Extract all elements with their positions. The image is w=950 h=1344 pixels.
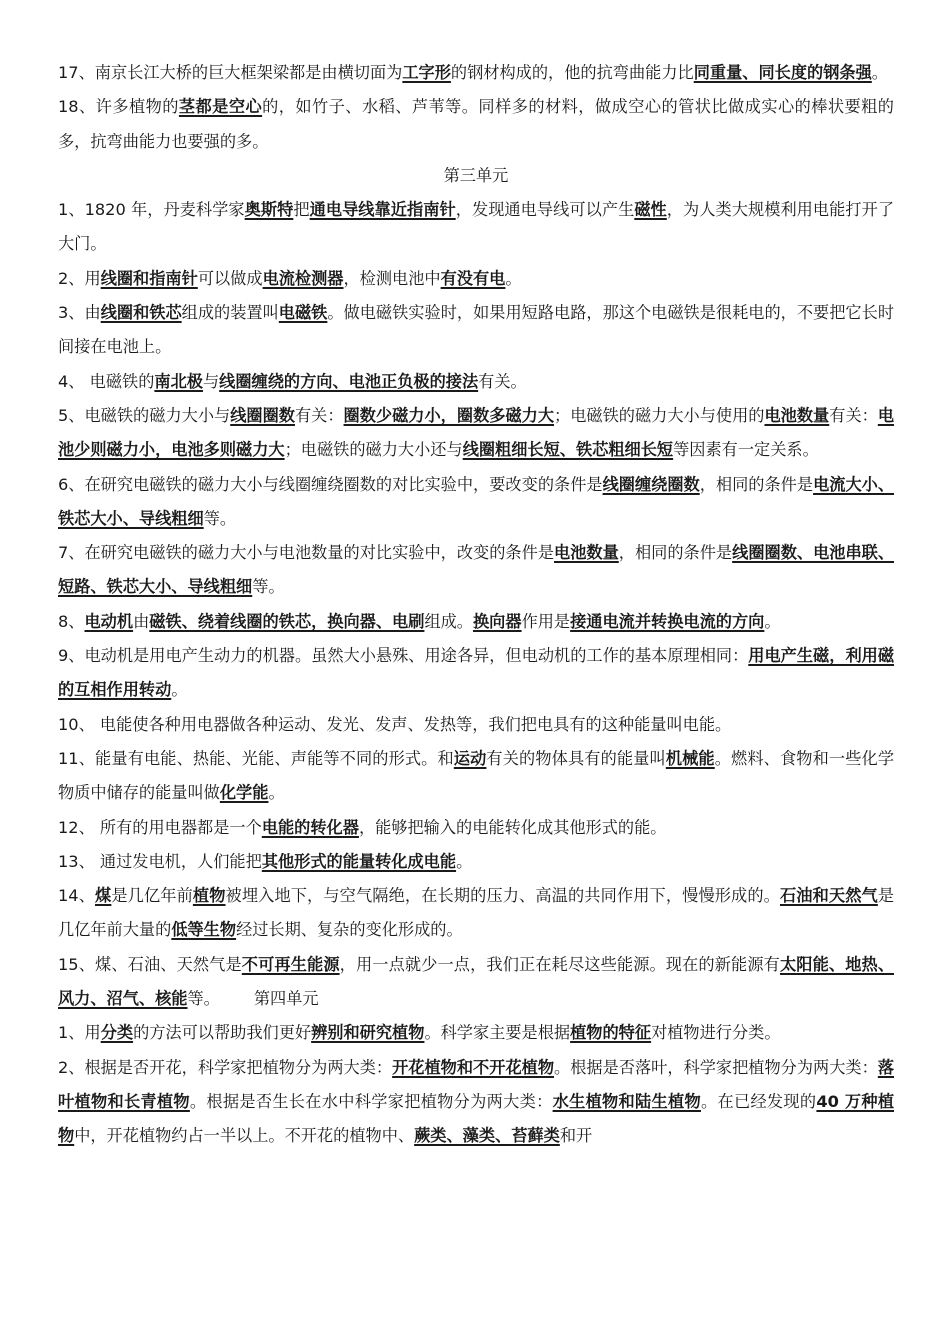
text-run: 1、用 bbox=[58, 1023, 101, 1043]
key-term: 分类 bbox=[100, 1023, 134, 1043]
text-run: 4、 电磁铁的 bbox=[58, 371, 155, 391]
text-run: 有关。 bbox=[478, 371, 527, 391]
key-term: 接通电流并转换电流的方向 bbox=[570, 611, 765, 631]
key-term: 低等生物 bbox=[171, 920, 237, 940]
text-run: 作用是 bbox=[521, 611, 571, 631]
text-run: 1、1820 年，丹麦科学家 bbox=[58, 200, 245, 220]
key-term: 有没有电 bbox=[440, 268, 506, 288]
key-term: 工字形 bbox=[402, 63, 451, 82]
key-term: 不可再生能源 bbox=[241, 954, 340, 974]
key-term: 线圈粗细长短、铁芯粗细长短 bbox=[462, 440, 674, 460]
text-run: 11、能量有电能、热能、光能、声能等不同的形式。和 bbox=[58, 748, 454, 768]
key-term: 煤 bbox=[95, 886, 112, 906]
key-term: 电磁铁 bbox=[278, 303, 328, 323]
paragraph-u3-1 bbox=[58, 193, 894, 262]
text-run: 7、在研究电磁铁的磁力大小与电池数量的对比实验中，改变的条件是 bbox=[58, 543, 555, 563]
key-term: 电池数量 bbox=[554, 543, 619, 563]
text-run: 有关： bbox=[829, 405, 878, 425]
key-term: 电动机 bbox=[84, 611, 134, 631]
key-term: 线圈圈数、电池串联、短路、铁芯大小、导线粗细 bbox=[58, 543, 895, 597]
key-term: 换向器 bbox=[473, 611, 522, 631]
text-run: ，相同的条件是 bbox=[618, 543, 733, 563]
text-run: 2、根据是否开花，科学家把植物分为两大类： bbox=[58, 1057, 393, 1077]
text-run: 组成。 bbox=[424, 611, 473, 631]
text-run: ，发现通电导线可以产生 bbox=[455, 200, 635, 220]
key-term: 通电导线靠近指南针 bbox=[309, 200, 456, 220]
paragraph-u3-12 bbox=[58, 811, 894, 845]
text-run: ，相同的条件是 bbox=[699, 474, 814, 494]
paragraph-u3-9 bbox=[58, 639, 894, 708]
text-run: 。 bbox=[505, 268, 522, 288]
paragraph-u3-4 bbox=[58, 365, 894, 399]
key-term: 电流大小、铁芯大小、导线粗细 bbox=[58, 474, 895, 528]
key-term: 茎都是空心 bbox=[178, 97, 263, 117]
key-term: 植物 bbox=[192, 886, 226, 906]
text-run: 13、 通过发电机，人们能把 bbox=[58, 851, 262, 871]
key-term: 太阳能、地热、风力、沼气、核能 bbox=[58, 954, 895, 1009]
text-run: 15、煤、石油、天然气是 bbox=[58, 954, 242, 974]
key-term: 辨别和研究植物 bbox=[311, 1023, 425, 1043]
key-term: 磁铁、绕着线圈的铁芯，换向器、电刷 bbox=[149, 611, 425, 631]
text-run: ，能够把输入的电能转化成其他形式的能。 bbox=[358, 817, 667, 837]
text-run: 14、 bbox=[58, 886, 96, 906]
key-term: 电流检测器 bbox=[262, 268, 344, 288]
text-run: 6、在研究电磁铁的磁力大小与线圈缠绕圈数的对比实验中，要改变的条件是 bbox=[58, 474, 603, 494]
text-run: 18、许多植物的 bbox=[58, 97, 179, 117]
key-term: 水生植物和陆生植物 bbox=[552, 1091, 701, 1111]
text-run: 的钢材构成的，他的抗弯曲能力比 bbox=[450, 63, 694, 82]
key-term: 电池数量 bbox=[764, 405, 830, 425]
key-term: 开花植物和不开花植物 bbox=[392, 1057, 555, 1077]
key-term: 奥斯特 bbox=[244, 200, 294, 220]
paragraph-u3-8 bbox=[58, 605, 894, 639]
document-page bbox=[58, 56, 894, 1154]
text-run: ，用一点就少一点，我们正在耗尽这些能源。现在的新能源有 bbox=[339, 954, 780, 974]
paragraph-u4-2 bbox=[58, 1051, 894, 1154]
paragraph-u4-1 bbox=[58, 1016, 894, 1050]
key-term: 蕨类、藻类、苔藓类 bbox=[414, 1126, 560, 1146]
text-run: 中，开花植物约占一半以上。不开花的植物中、 bbox=[74, 1126, 415, 1146]
text-run: 8、 bbox=[58, 611, 85, 631]
text-run: 3、由 bbox=[58, 303, 101, 323]
key-term: 磁性 bbox=[634, 200, 667, 220]
text-run: ，为人类大规模利用电能打开了大门。 bbox=[58, 200, 895, 254]
paragraph-u3-10 bbox=[58, 708, 894, 742]
text-run: 由 bbox=[133, 611, 150, 631]
key-term: 机械能 bbox=[665, 748, 715, 768]
key-term: 落叶植物和长青植物 bbox=[58, 1057, 895, 1111]
text-run: 可以做成 bbox=[197, 268, 263, 288]
text-run: 5、电磁铁的磁力大小与 bbox=[58, 405, 231, 425]
text-run: 组成的装置叫 bbox=[181, 303, 279, 323]
paragraph-u3-11 bbox=[58, 742, 894, 811]
text-run: 。根据是否生长在水中科学家把植物分为两大类： bbox=[189, 1091, 553, 1111]
text-run: 把 bbox=[293, 200, 310, 220]
text-run: 10、 电能使各种用电器做各种运动、发光、发声、发热等，我们把电具有的这种能量叫电能。 bbox=[58, 714, 732, 734]
key-term: 石油和天然气 bbox=[779, 886, 878, 906]
text-run: ，检测电池中 bbox=[343, 268, 441, 288]
text-run: 有关的物体具有的能量叫 bbox=[486, 748, 666, 768]
text-run: 等。 bbox=[252, 577, 285, 597]
text-run: 是几亿年前 bbox=[111, 886, 193, 906]
text-run: 。 bbox=[171, 680, 188, 700]
unit4-section bbox=[58, 1016, 894, 1153]
text-run: 等。 bbox=[187, 989, 220, 1009]
paragraph-u3-5 bbox=[58, 399, 894, 468]
unit3-section bbox=[58, 193, 894, 1016]
text-run: 是几亿年前大量的 bbox=[58, 886, 895, 940]
paragraph-u3-15 bbox=[58, 948, 894, 1017]
key-term: 植物的特征 bbox=[570, 1023, 652, 1043]
key-term: 圈数少磁力小，圈数多磁力大 bbox=[343, 405, 555, 425]
key-term: 用电产生磁，利用磁的互相作用转动 bbox=[58, 646, 895, 700]
key-term: 线圈和铁芯 bbox=[100, 303, 182, 323]
unit4-heading: 第四单元 bbox=[253, 989, 319, 1009]
key-term: 同重量、同长度的钢条强 bbox=[693, 63, 872, 82]
key-term: 电能的转化器 bbox=[261, 817, 359, 837]
text-run: 有关： bbox=[294, 405, 344, 425]
text-run: 12、 所有的用电器都是一个 bbox=[58, 817, 262, 837]
text-run: 对植物进行分类。 bbox=[651, 1023, 781, 1043]
text-run: 等因素有一定关系。 bbox=[673, 440, 819, 460]
text-run: 。 bbox=[268, 783, 285, 803]
key-term: 南北极 bbox=[154, 371, 203, 391]
text-run: ；电磁铁的磁力大小与使用的 bbox=[554, 405, 765, 425]
paragraph-u3-14 bbox=[58, 879, 894, 948]
text-run: 。燃料、食物和一些化学物质中储存的能量叫做 bbox=[58, 748, 895, 803]
text-run: 17、南京长江大桥的巨大框架梁都是由横切面为 bbox=[58, 63, 403, 82]
paragraph-u3-7 bbox=[58, 536, 894, 605]
text-run: 2、用 bbox=[58, 268, 101, 288]
unit2-tail-section bbox=[58, 56, 894, 159]
paragraph-u3-13 bbox=[58, 845, 894, 879]
text-run: 。做电磁铁实验时，如果用短路电路，那这个电磁铁是很耗电的，不要把它长时间接在电池上。 bbox=[58, 303, 895, 357]
paragraph-17 bbox=[58, 56, 894, 90]
text-run: 。科学家主要是根据 bbox=[424, 1023, 571, 1043]
key-term: 运动 bbox=[453, 748, 487, 768]
key-term: 线圈圈数 bbox=[230, 405, 295, 425]
paragraph-u3-3 bbox=[58, 296, 894, 365]
key-term: 其他形式的能量转化成电能 bbox=[261, 851, 457, 871]
text-run: 。在已经发现的 bbox=[700, 1091, 817, 1111]
key-term: 线圈和指南针 bbox=[100, 268, 198, 288]
text-run: 。根据是否落叶，科学家把植物分为两大类： bbox=[554, 1057, 878, 1077]
text-run: 的方法可以帮助我们更好 bbox=[133, 1023, 312, 1043]
text-run: 经过长期、复杂的变化形成的。 bbox=[236, 920, 463, 940]
text-run: 等。 bbox=[203, 508, 237, 528]
paragraph-18 bbox=[58, 90, 894, 159]
text-run: 与 bbox=[202, 371, 220, 391]
text-run: ；电磁铁的磁力大小还与 bbox=[284, 440, 463, 460]
key-term: 电池少则磁力小，电池多则磁力大 bbox=[58, 405, 895, 460]
key-term: 化学能 bbox=[219, 783, 269, 803]
text-run: 被埋入地下，与空气隔绝，在长期的压力、高温的共同作用下，慢慢形成的。 bbox=[225, 886, 780, 906]
key-term: 线圈缠绕圈数 bbox=[602, 474, 700, 494]
paragraph-u3-6 bbox=[58, 468, 894, 537]
text-run: 。 bbox=[456, 851, 473, 871]
text-run: 9、电动机是用电产生动力的机器。虽然大小悬殊、用途各异，但电动机的工作的基本原理相同： bbox=[58, 646, 749, 666]
key-term: 线圈缠绕的方向、电池正负极的接法 bbox=[219, 371, 479, 391]
text-run: 和开 bbox=[559, 1126, 593, 1146]
unit3-heading: 第三单元 bbox=[443, 165, 509, 185]
text-run: 的，如竹子、水稻、芦苇等。同样多的材料，做成空心的管状比做成实心的棒状要粗的多，抗弯曲能力也要强的多。 bbox=[58, 97, 894, 151]
text-run: 。 bbox=[764, 611, 781, 631]
text-run: 。 bbox=[871, 63, 888, 82]
paragraph-u3-2 bbox=[58, 262, 894, 296]
key-term: 40 万种植物 bbox=[58, 1091, 895, 1146]
